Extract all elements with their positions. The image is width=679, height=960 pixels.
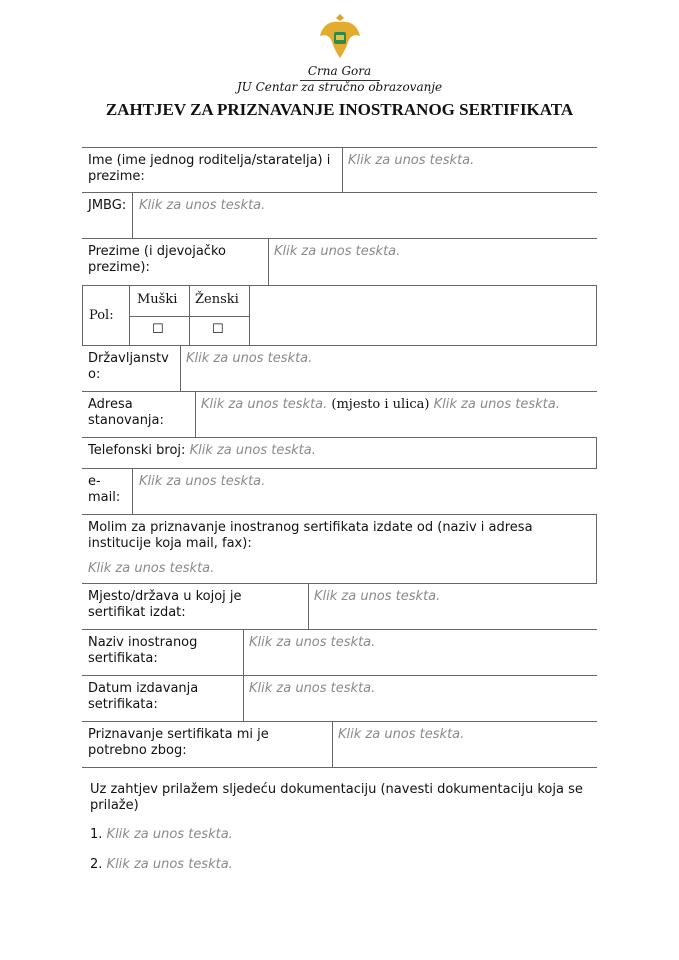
row-mjesto: [82, 583, 597, 630]
column-divider: [308, 584, 309, 629]
column-divider: [332, 722, 333, 767]
input-datum[interactable]: Klik za unos teskta.: [249, 681, 376, 696]
telefon-line: [88, 443, 316, 459]
institution-name: JU Centar za stručno obrazovanje: [236, 80, 443, 94]
attachment-number: 2.: [90, 857, 103, 872]
attachment-item-2: [90, 857, 233, 873]
page-title: ZAHTJEV ZA PRIZNAVANJE INOSTRANOG SERTIFIKATA: [105, 100, 574, 119]
label-molim: Molim za priznavanje inostranog sertifikata izdate od (naziv i adresa institucije koja mail, fax):: [88, 520, 533, 551]
input-mjesto-drzava[interactable]: Klik za unos teskta.: [314, 589, 441, 604]
row-priznavanje: [82, 721, 597, 768]
label-datum: Datum izdavanja setrifikata:: [88, 681, 199, 712]
label-adresa: Adresa stanovanja:: [88, 397, 164, 428]
column-divider: [195, 392, 196, 437]
row-datum: [82, 675, 597, 722]
input-naziv[interactable]: Klik za unos teskta.: [249, 635, 376, 650]
input-attachment-1[interactable]: Klik za unos teskta.: [106, 827, 233, 842]
row-ime: [82, 147, 597, 193]
label-ime: Ime (ime jednog roditelja/staratelja) i prezime:: [88, 153, 331, 184]
column-divider: [342, 148, 343, 192]
row-telefon: [82, 437, 597, 469]
input-email[interactable]: Klik za unos teskta.: [139, 474, 266, 489]
row-prezime: [82, 238, 597, 286]
input-mjesto[interactable]: Klik za unos teskta.: [201, 397, 328, 412]
checkbox-zenski[interactable]: ☐: [212, 322, 224, 337]
label-jmbg: JMBG:: [88, 198, 127, 213]
column-divider: [243, 630, 244, 675]
label-zenski: Ženski: [195, 292, 239, 307]
column-divider: [249, 286, 250, 345]
input-jmbg[interactable]: Klik za unos teskta.: [139, 198, 266, 213]
label-telefon: Telefonski broj:: [88, 443, 186, 458]
label-naziv: Naziv inostranog sertifikata:: [88, 635, 198, 666]
label-email: e-mail:: [88, 474, 121, 505]
adresa-value: [201, 397, 560, 413]
row-molim: [82, 514, 597, 584]
attachment-number: 1.: [90, 827, 103, 842]
row-adresa: [82, 391, 597, 438]
row-naziv: [82, 629, 597, 676]
label-drzavljanstvo: Državljanstvo:: [88, 351, 169, 382]
column-divider: [132, 193, 133, 238]
label-priznavanje: Priznavanje sertifikata mi je potrebno zbog:: [88, 727, 269, 758]
input-ulica[interactable]: Klik za unos teskta.: [433, 397, 560, 412]
input-drzavljanstvo[interactable]: Klik za unos teskta.: [186, 351, 313, 366]
row-pol: [82, 285, 597, 346]
row-jmbg: [82, 192, 597, 239]
column-divider: [268, 239, 269, 285]
label-pol: Pol:: [89, 308, 114, 323]
label-mjesto: Mjesto/država u kojoj je sertifikat izdat:: [88, 589, 242, 620]
label-mjesto-ulica: (mjesto i ulica): [331, 397, 430, 412]
input-telefon[interactable]: Klik za unos teskta.: [189, 443, 316, 458]
coat-of-arms-logo: [318, 12, 362, 60]
checkbox-muski[interactable]: ☐: [152, 322, 164, 337]
input-institucija[interactable]: Klik za unos teskta.: [88, 561, 215, 576]
input-prezime[interactable]: Klik za unos teskta.: [274, 244, 401, 259]
row-drzavljanstvo: [82, 345, 597, 392]
label-prezime: Prezime (i djevojačko prezime):: [88, 244, 226, 275]
column-divider: [180, 346, 181, 391]
country-name: Crna Gora: [307, 64, 372, 78]
label-muski: Muški: [137, 292, 178, 307]
attachments-intro: Uz zahtjev prilažem sljedeću dokumentaciju (navesti dokumentaciju koja se prilaže): [90, 782, 583, 813]
column-divider: [132, 469, 133, 514]
input-attachment-2[interactable]: Klik za unos teskta.: [106, 857, 233, 872]
input-priznavanje[interactable]: Klik za unos teskta.: [338, 727, 465, 742]
column-divider: [243, 676, 244, 721]
input-ime[interactable]: Klik za unos teskta.: [348, 153, 475, 168]
row-divider: [129, 316, 249, 317]
row-email: [82, 468, 597, 515]
attachment-item-1: [90, 827, 233, 843]
